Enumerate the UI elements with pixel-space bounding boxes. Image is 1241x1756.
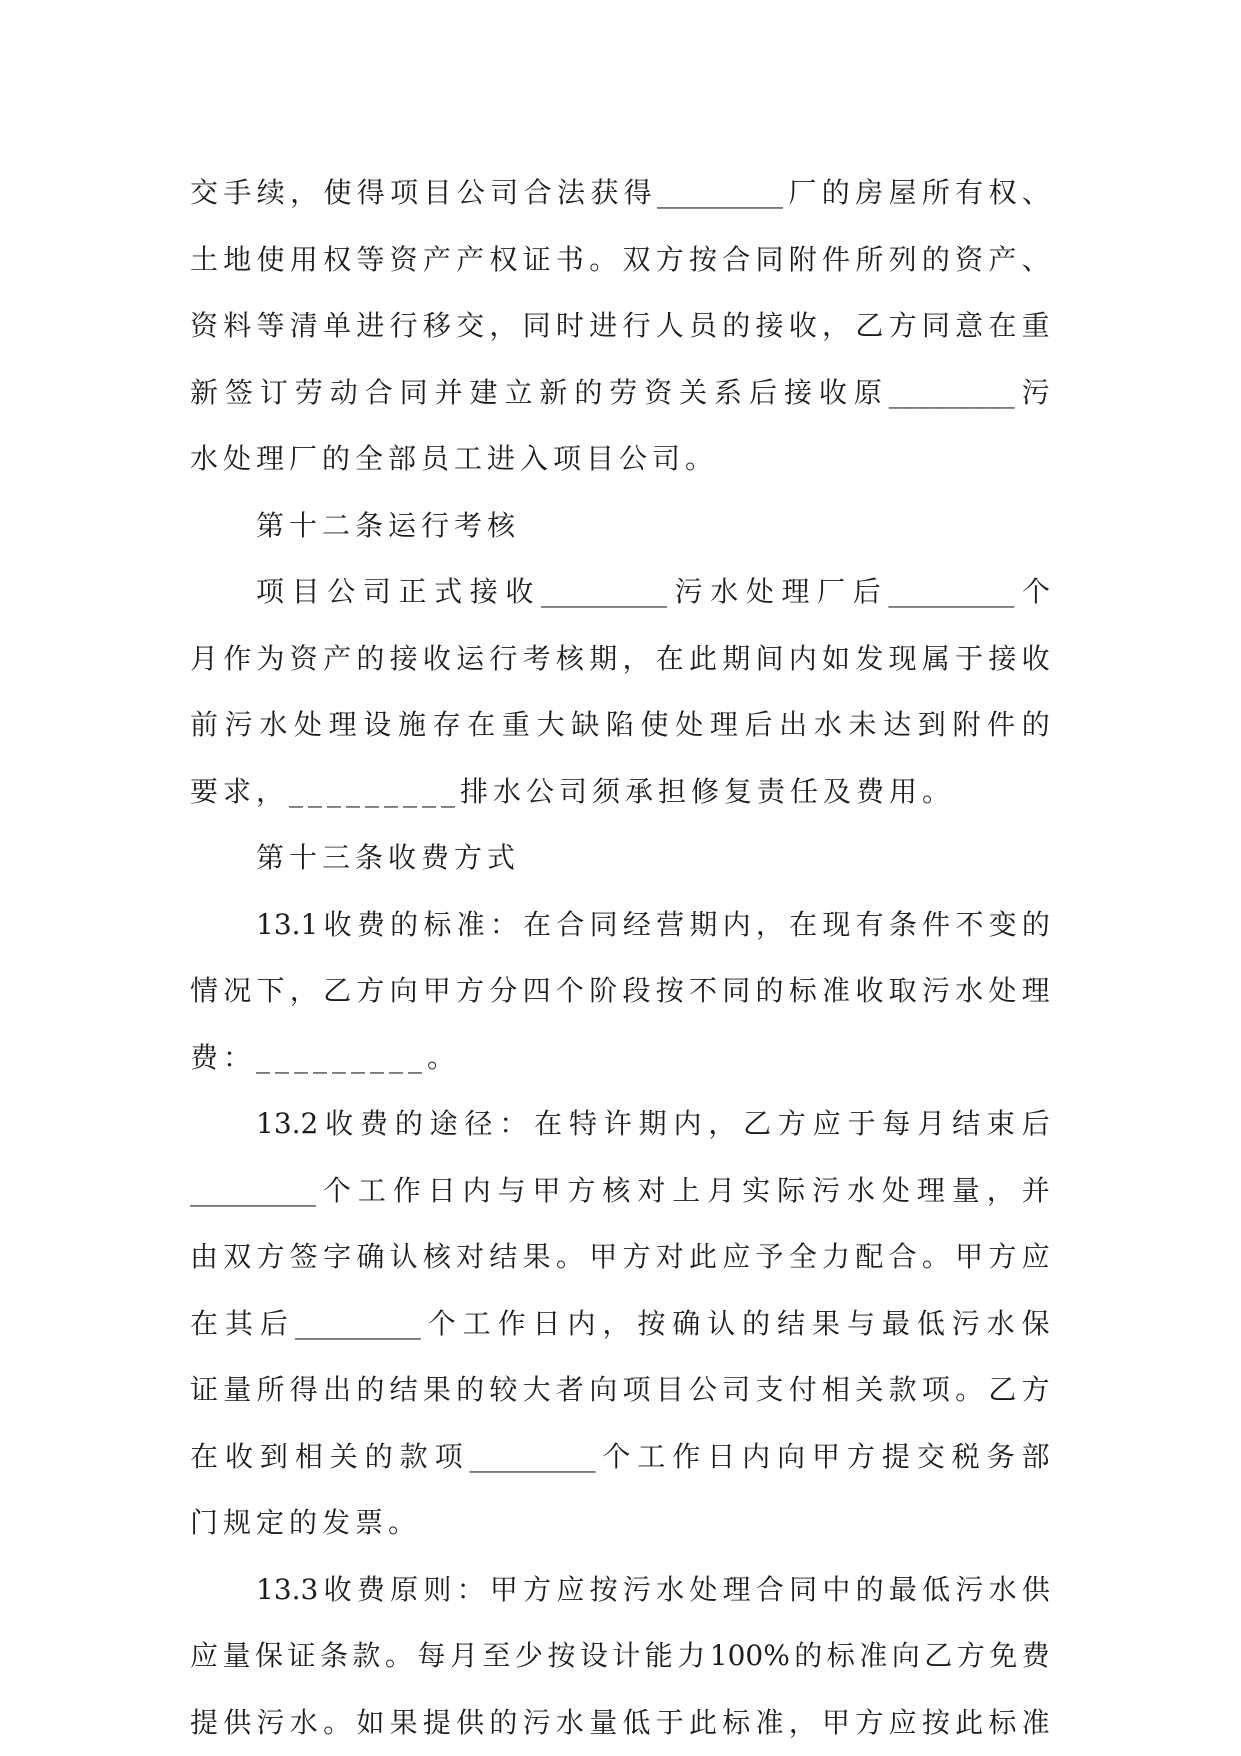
paragraph-line: 13.2 收 费 的 途 径 ： 在 特 许 期 内 ， 乙 方 应 于 每 月 结 束 后 (190, 1091, 1050, 1158)
paragraph-line: 提 供 污 水 。 如 果 提 供 的 污 水 量 低 于 此 标 准 ， 甲 方 应 按 此 标 准 (190, 1690, 1050, 1756)
paragraph-line: 土 地 使 用 权 等 资 产 产 权 证 书 。 双 方 按 合 同 附 件 所 列 的 资 产 、 (190, 227, 1050, 294)
paragraph-line: 证 量 所 得 出 的 结 果 的 较 大 者 向 项 目 公 司 支 付 相 关 款 项 。 乙 方 (190, 1357, 1050, 1424)
document-body (190, 160, 1050, 1756)
paragraph-line: 由 双 方 签 字 确 认 核 对 结 果 。 甲 方 对 此 应 予 全 力 配 合 。 甲 方 应 (190, 1224, 1050, 1291)
paragraph-line: 应 量 保 证 条 款 。 每 月 至 少 按 设 计 能 力 100% 的 标 准 向 乙 方 免 费 (190, 1623, 1050, 1690)
paragraph-line: 月 作 为 资 产 的 接 收 运 行 考 核 期 ， 在 此 期 间 内 如 发 现 属 于 接 收 (190, 626, 1050, 693)
paragraph-line: 项 目 公 司 正 式 接 收 _________ 污 水 处 理 厂 后 _________ 个 (190, 559, 1050, 626)
paragraph-line: 前 污 水 处 理 设 施 存 在 重 大 缺 陷 使 处 理 后 出 水 未 达 到 附 件 的 (190, 692, 1050, 759)
paragraph-line: 费：_________。 (190, 1025, 1050, 1092)
paragraph-line: 门规定的发票。 (190, 1490, 1050, 1557)
paragraph-line: 资 料 等 清 单 进 行 移 交 ， 同 时 进 行 人 员 的 接 收 ， 乙 方 同 意 在 重 (190, 293, 1050, 360)
paragraph-line: 13.1 收 费 的 标 准 ： 在 合 同 经 营 期 内 ， 在 现 有 条 件 不 变 的 (190, 892, 1050, 959)
paragraph-line: 13.3 收 费 原 则 ： 甲 方 应 按 污 水 处 理 合 同 中 的 最 低 污 水 供 (190, 1557, 1050, 1624)
paragraph-line: _________ 个 工 作 日 内 与 甲 方 核 对 上 月 实 际 污 水 处 理 量 ， 并 (190, 1158, 1050, 1225)
section-heading: 第十二条运行考核 (190, 493, 1050, 560)
paragraph-line: 新 签 订 劳 动 合 同 并 建 立 新 的 劳 资 关 系 后 接 收 原 _________ 污 (190, 360, 1050, 427)
paragraph-line: 在 其 后 _________ 个 工 作 日 内 ， 按 确 认 的 结 果 与 最 低 污 水 保 (190, 1291, 1050, 1358)
paragraph-line: 水处理厂的全部员工进入项目公司。 (190, 426, 1050, 493)
paragraph-line: 情 况 下 ， 乙 方 向 甲 方 分 四 个 阶 段 按 不 同 的 标 准 收 取 污 水 处 理 (190, 958, 1050, 1025)
section-heading: 第十三条收费方式 (190, 825, 1050, 892)
paragraph-line: 要求，_________排水公司须承担修复责任及费用。 (190, 759, 1050, 826)
paragraph-line: 交 手 续 ， 使 得 项 目 公 司 合 法 获 得 _________ 厂 的 房 屋 所 有 权 、 (190, 160, 1050, 227)
paragraph-line: 在 收 到 相 关 的 款 项 _________ 个 工 作 日 内 向 甲 方 提 交 税 务 部 (190, 1424, 1050, 1491)
